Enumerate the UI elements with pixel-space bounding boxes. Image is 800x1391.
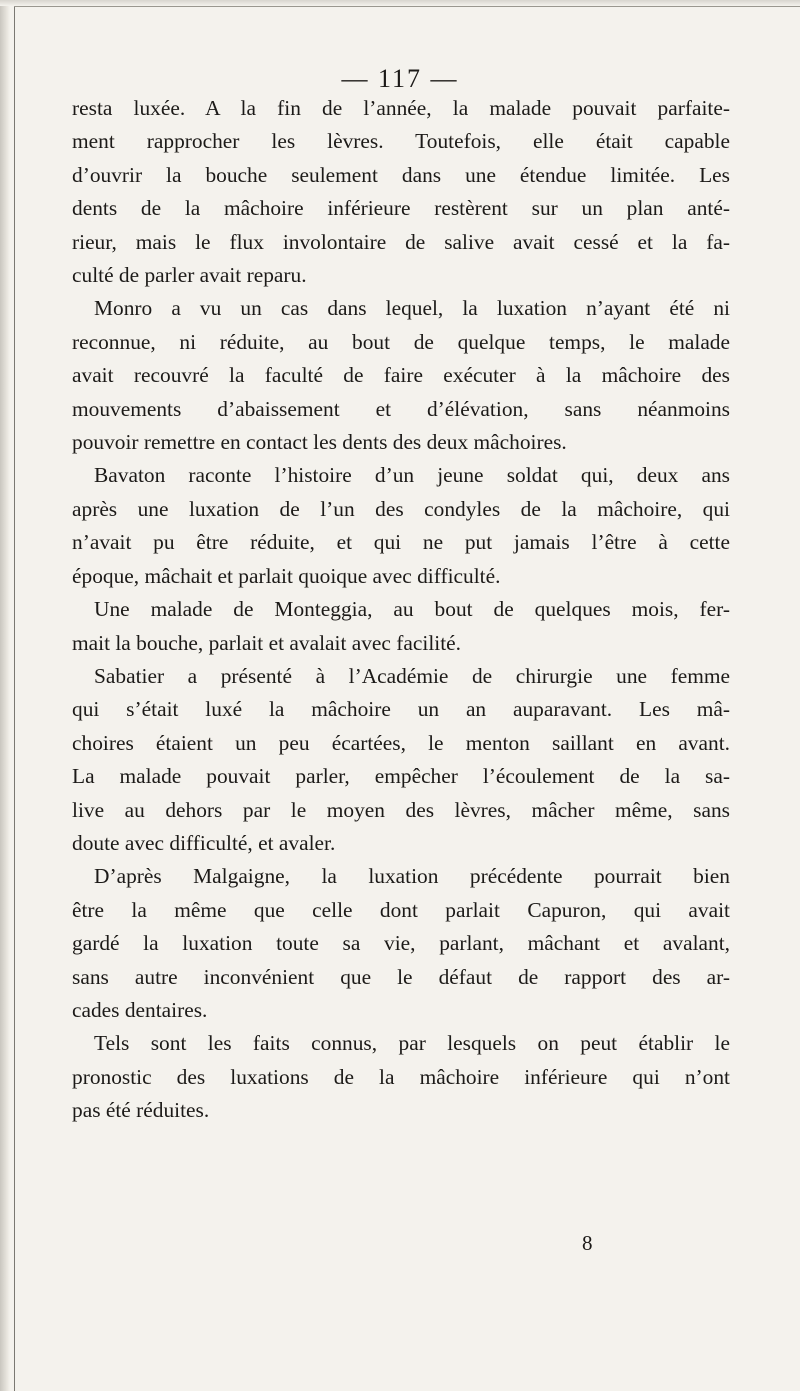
paragraph: [72, 660, 730, 860]
binding-edge-line: [14, 0, 15, 1391]
text-line: live au dehors par le moyen des lèvres, mâcher même, sans: [72, 797, 730, 822]
body-text: [72, 92, 730, 1128]
text-line: resta luxée. A la fin de l’année, la malade pouvait parfaite-: [72, 96, 730, 120]
text-line: gardé la luxation toute sa vie, parlant, mâchant et avalant,: [72, 931, 730, 956]
text-line: n’avait pu être réduite, et qui ne put jamais l’être à cette: [72, 530, 730, 555]
text-line: culté de parler avait reparu.: [72, 263, 307, 288]
signature-mark: 8: [582, 1231, 593, 1255]
text-line: ment rapprocher les lèvres. Toutefois, elle était capable: [72, 129, 730, 154]
text-line: avait recouvré la faculté de faire exécuter à la mâchoire des: [72, 363, 730, 388]
page-binding-shadow: [0, 0, 10, 1391]
paragraph: [72, 593, 730, 660]
page-number-header: — 117 —: [341, 64, 459, 93]
text-line: mouvements d’abaissement et d’élévation, sans néanmoins: [72, 396, 730, 421]
text-line: sans autre inconvénient que le défaut de rapport des ar-: [72, 964, 730, 989]
text-line: Une malade de Monteggia, au bout de quelques mois, fer-: [94, 597, 730, 622]
text-line: mait la bouche, parlait et avalait avec facilité.: [72, 630, 461, 655]
text-line: pas été réduites.: [72, 1098, 210, 1123]
text-line: d’ouvrir la bouche seulement dans une étendue limitée. Les: [72, 162, 730, 187]
text-line: choires étaient un peu écartées, le menton saillant en avant.: [72, 730, 730, 755]
text-line: Bavaton raconte l’histoire d’un jeune soldat qui, deux ans: [94, 463, 730, 488]
text-line: cades dentaires.: [72, 997, 208, 1022]
text-line: dents de la mâchoire inférieure restèrent sur un plan anté-: [72, 196, 730, 221]
text-line: pronostic des luxations de la mâchoire inférieure qui n’ont: [72, 1064, 730, 1089]
text-line: reconnue, ni réduite, au bout de quelque temps, le malade: [72, 329, 730, 354]
text-line: rieur, mais le flux involontaire de salive avait cessé et la fa-: [72, 229, 730, 254]
paragraph: [72, 860, 730, 1027]
paragraph: [72, 292, 730, 459]
text-line: après une luxation de l’un des condyles de la mâchoire, qui: [72, 496, 730, 521]
text-line: D’après Malgaigne, la luxation précédente pourrait bien: [94, 864, 730, 889]
text-line: Sabatier a présenté à l’Académie de chirurgie une femme: [94, 663, 730, 688]
paragraph: [72, 459, 730, 593]
paragraph: [72, 92, 730, 292]
text-line: Tels sont les faits connus, par lesquels on peut établir le: [94, 1031, 730, 1056]
text-line: La malade pouvait parler, empêcher l’écoulement de la sa-: [72, 764, 730, 789]
text-line: Monro a vu un cas dans lequel, la luxation n’ayant été ni: [94, 296, 730, 321]
text-line: doute avec difficulté, et avaler.: [72, 830, 336, 855]
paragraph: [72, 1027, 730, 1127]
page-top-rule: [14, 6, 800, 7]
text-line: époque, mâchait et parlait quoique avec difficulté.: [72, 563, 501, 588]
text-line: être la même que celle dont parlait Capuron, qui avait: [72, 897, 730, 922]
text-line: pouvoir remettre en contact les dents des deux mâchoires.: [72, 430, 567, 455]
text-line: qui s’était luxé la mâchoire un an auparavant. Les mâ-: [72, 697, 730, 722]
